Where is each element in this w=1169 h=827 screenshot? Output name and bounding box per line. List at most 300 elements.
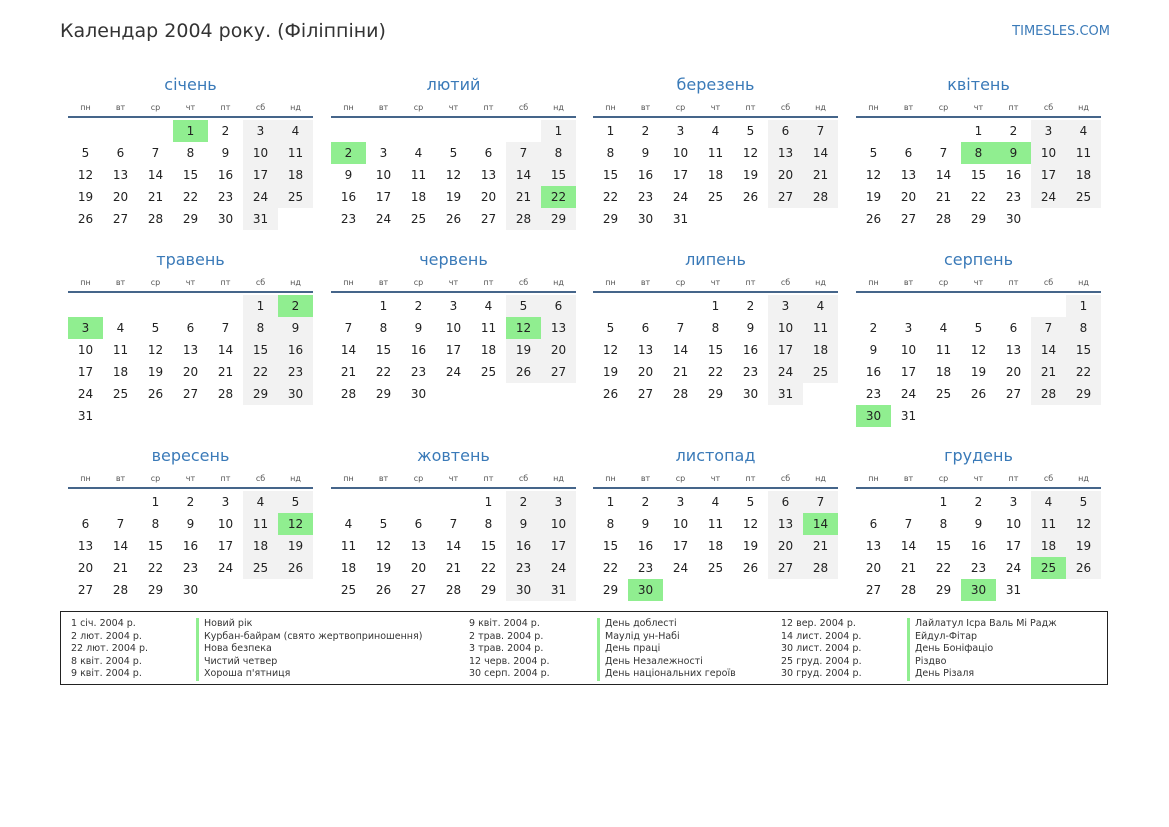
day-cell: 8 — [939, 517, 948, 531]
day-cell: 16 — [217, 168, 234, 182]
weekday-header — [593, 98, 838, 118]
day-cell: 5 — [869, 146, 878, 160]
day-cell: 18 — [480, 343, 497, 357]
day-cell: 5 — [974, 321, 983, 335]
day-cell: 18 — [803, 339, 838, 361]
day-cell: 16 — [340, 190, 357, 204]
weekday-label: ср — [150, 278, 161, 287]
day-cell: 3 — [379, 146, 388, 160]
day-cell: 13 — [77, 539, 94, 553]
day-cell: 23 — [410, 365, 427, 379]
month-9 — [68, 445, 313, 601]
day-cell: 3 — [904, 321, 913, 335]
day-cell: 10 — [1031, 142, 1066, 164]
weekday-label: вт — [115, 103, 126, 112]
day-cell: 23 — [1005, 190, 1022, 204]
day-cell: 24 — [1005, 561, 1022, 575]
weekday-label: чт — [185, 103, 196, 112]
weekday-label: пт — [1008, 474, 1019, 483]
day-cell: 15 — [375, 343, 392, 357]
day-cell: 9 — [746, 321, 755, 335]
month-7 — [593, 249, 838, 405]
legend-date: 3 трав. 2004 р. — [469, 643, 544, 654]
day-cell: 21 — [900, 561, 917, 575]
weekday-label: чт — [448, 103, 459, 112]
weekday-label: сб — [518, 474, 529, 483]
empty-cell — [401, 491, 436, 513]
day-cell: 29 — [375, 387, 392, 401]
month-2 — [331, 74, 576, 230]
day-cell: 13 — [637, 343, 654, 357]
day-cell: 12 — [602, 343, 619, 357]
weekday-label: пт — [1008, 278, 1019, 287]
weekday-label: пн — [80, 278, 91, 287]
weekday-label: чт — [973, 103, 984, 112]
day-cell: 5 — [449, 146, 458, 160]
holiday-day: 14 — [803, 513, 838, 535]
month-4 — [856, 74, 1101, 230]
day-cell: 25 — [480, 365, 497, 379]
weekday-label: сб — [1043, 474, 1054, 483]
day-cell: 8 — [606, 517, 615, 531]
weekday-label: пн — [343, 103, 354, 112]
day-grid — [856, 489, 1101, 601]
weekday-label: нд — [815, 103, 826, 112]
weekday-label: ср — [938, 103, 949, 112]
day-cell: 4 — [939, 321, 948, 335]
day-cell: 28 — [147, 212, 164, 226]
day-cell: 3 — [541, 491, 576, 513]
day-cell: 19 — [602, 365, 619, 379]
weekday-label: сб — [1043, 103, 1054, 112]
day-cell: 25 — [935, 387, 952, 401]
day-cell: 7 — [904, 517, 913, 531]
day-cell: 15 — [480, 539, 497, 553]
month-5 — [68, 249, 313, 427]
day-cell: 15 — [970, 168, 987, 182]
day-cell: 14 — [445, 539, 462, 553]
day-cell: 22 — [935, 561, 952, 575]
day-cell: 14 — [1031, 339, 1066, 361]
day-cell: 2 — [506, 491, 541, 513]
day-cell: 23 — [742, 365, 759, 379]
day-cell: 21 — [217, 365, 234, 379]
day-cell: 3 — [676, 124, 685, 138]
day-cell: 18 — [340, 561, 357, 575]
empty-cell — [138, 295, 173, 317]
empty-cell — [331, 491, 366, 513]
day-cell: 2 — [414, 299, 423, 313]
day-cell: 19 — [445, 190, 462, 204]
day-cell: 30 — [182, 583, 199, 597]
legend-holiday-name: День доблесті — [597, 618, 677, 631]
empty-cell — [663, 295, 698, 317]
day-cell: 31 — [768, 383, 803, 405]
legend-holiday-name: День праці — [597, 643, 660, 656]
weekday-label: сб — [255, 474, 266, 483]
day-cell: 4 — [344, 517, 353, 531]
day-cell: 18 — [935, 365, 952, 379]
day-cell: 10 — [1005, 517, 1022, 531]
day-cell: 24 — [445, 365, 462, 379]
day-cell: 24 — [217, 561, 234, 575]
day-cell: 19 — [970, 365, 987, 379]
day-cell: 10 — [217, 517, 234, 531]
day-cell: 27 — [900, 212, 917, 226]
holiday-day: 30 — [961, 579, 996, 601]
day-cell: 25 — [243, 557, 278, 579]
empty-cell — [331, 120, 366, 142]
weekday-label: пн — [343, 278, 354, 287]
day-cell: 21 — [112, 561, 129, 575]
day-cell: 31 — [243, 208, 278, 230]
empty-cell — [401, 120, 436, 142]
day-cell: 14 — [147, 168, 164, 182]
site-link[interactable]: TIMESLES.COM — [1012, 24, 1110, 39]
day-cell: 9 — [974, 517, 983, 531]
legend-holiday-name: Ейдул-Фітар — [907, 631, 977, 644]
day-cell: 26 — [1066, 557, 1101, 579]
day-grid — [68, 489, 313, 601]
day-cell: 28 — [506, 208, 541, 230]
day-cell: 18 — [243, 535, 278, 557]
day-cell: 13 — [541, 317, 576, 339]
day-cell: 2 — [746, 299, 755, 313]
empty-cell — [366, 491, 401, 513]
day-cell: 4 — [711, 124, 720, 138]
weekday-label: ср — [150, 474, 161, 483]
empty-cell — [436, 491, 471, 513]
day-cell: 10 — [672, 146, 689, 160]
month-name: січень — [164, 75, 217, 94]
day-cell: 26 — [445, 212, 462, 226]
day-cell: 1 — [974, 124, 983, 138]
weekday-label: вт — [640, 474, 651, 483]
day-cell: 11 — [112, 343, 129, 357]
day-cell: 25 — [707, 190, 724, 204]
day-cell: 8 — [541, 142, 576, 164]
holiday-day: 2 — [331, 142, 366, 164]
day-cell: 27 — [1005, 387, 1022, 401]
month-1 — [68, 74, 313, 230]
legend-date: 9 квіт. 2004 р. — [71, 668, 142, 679]
day-cell: 22 — [480, 561, 497, 575]
day-cell: 13 — [900, 168, 917, 182]
empty-cell — [471, 120, 506, 142]
holiday-day: 22 — [541, 186, 576, 208]
legend-date: 14 лист. 2004 р. — [781, 630, 862, 642]
day-cell: 19 — [742, 168, 759, 182]
legend-holiday-name: Різдво — [907, 656, 946, 669]
day-cell: 21 — [506, 186, 541, 208]
day-cell: 12 — [445, 168, 462, 182]
day-cell: 20 — [865, 561, 882, 575]
day-cell: 31 — [77, 409, 94, 423]
empty-cell — [891, 120, 926, 142]
weekday-label: вт — [115, 474, 126, 483]
legend-holiday-name: День Різаля — [907, 668, 974, 681]
day-cell: 13 — [768, 513, 803, 535]
month-name: квітень — [947, 75, 1010, 94]
day-cell: 24 — [672, 190, 689, 204]
day-cell: 27 — [77, 583, 94, 597]
day-cell: 17 — [243, 164, 278, 186]
day-cell: 1 — [606, 124, 615, 138]
day-cell: 16 — [410, 343, 427, 357]
day-cell: 22 — [602, 190, 619, 204]
day-cell: 1 — [379, 299, 388, 313]
empty-cell — [366, 120, 401, 142]
day-cell: 20 — [1005, 365, 1022, 379]
day-cell: 31 — [1005, 583, 1022, 597]
day-cell: 9 — [641, 146, 650, 160]
weekday-label: чт — [710, 474, 721, 483]
day-cell: 12 — [375, 539, 392, 553]
day-cell: 10 — [77, 343, 94, 357]
day-cell: 16 — [182, 539, 199, 553]
month-name: жовтень — [417, 446, 490, 465]
day-cell: 2 — [186, 495, 195, 509]
day-cell: 14 — [217, 343, 234, 357]
legend-date: 22 лют. 2004 р. — [71, 643, 148, 654]
day-cell: 26 — [602, 387, 619, 401]
month-name: листопад — [675, 446, 756, 465]
day-cell: 19 — [506, 339, 541, 361]
weekday-label: чт — [973, 278, 984, 287]
day-cell: 25 — [410, 212, 427, 226]
day-cell: 17 — [672, 168, 689, 182]
holiday-legend — [60, 611, 1108, 685]
day-cell: 30 — [1005, 212, 1022, 226]
day-cell: 3 — [1009, 495, 1018, 509]
day-cell: 15 — [182, 168, 199, 182]
day-cell: 26 — [77, 212, 94, 226]
day-cell: 13 — [768, 142, 803, 164]
day-cell: 2 — [974, 495, 983, 509]
empty-cell — [138, 120, 173, 142]
day-cell: 27 — [410, 583, 427, 597]
day-cell: 14 — [506, 164, 541, 186]
day-cell: 6 — [768, 120, 803, 142]
month-name: лютий — [426, 75, 481, 94]
weekday-label: пн — [80, 474, 91, 483]
weekday-label: ср — [413, 278, 424, 287]
day-cell: 27 — [637, 387, 654, 401]
day-cell: 23 — [970, 561, 987, 575]
empty-cell — [856, 120, 891, 142]
day-cell: 25 — [340, 583, 357, 597]
day-cell: 24 — [1031, 186, 1066, 208]
weekday-label: сб — [518, 278, 529, 287]
weekday-label: вт — [378, 474, 389, 483]
empty-cell — [891, 491, 926, 513]
day-cell: 28 — [112, 583, 129, 597]
weekday-label: пт — [745, 474, 756, 483]
weekday-label: пт — [745, 278, 756, 287]
day-cell: 19 — [278, 535, 313, 557]
day-cell: 7 — [1031, 317, 1066, 339]
day-cell: 7 — [676, 321, 685, 335]
day-cell: 7 — [151, 146, 160, 160]
day-cell: 11 — [1031, 513, 1066, 535]
legend-date: 9 квіт. 2004 р. — [469, 618, 540, 629]
day-cell: 14 — [900, 539, 917, 553]
legend-date: 2 трав. 2004 р. — [469, 630, 544, 642]
empty-cell — [68, 491, 103, 513]
day-cell: 19 — [77, 190, 94, 204]
weekday-label: пт — [220, 278, 231, 287]
weekday-label: ср — [413, 103, 424, 112]
day-cell: 9 — [221, 146, 230, 160]
legend-date: 12 черв. 2004 р. — [469, 655, 550, 667]
day-cell: 24 — [243, 186, 278, 208]
day-cell: 9 — [414, 321, 423, 335]
legend-holiday-name: День Незалежності — [597, 656, 703, 669]
day-cell: 25 — [278, 186, 313, 208]
weekday-label: пт — [483, 474, 494, 483]
weekday-header — [856, 273, 1101, 293]
day-cell: 16 — [865, 365, 882, 379]
day-cell: 29 — [480, 583, 497, 597]
weekday-label: сб — [780, 103, 791, 112]
day-cell: 9 — [186, 517, 195, 531]
weekday-label: нд — [553, 103, 564, 112]
day-cell: 8 — [243, 317, 278, 339]
day-cell: 22 — [147, 561, 164, 575]
weekday-label: чт — [448, 474, 459, 483]
day-cell: 3 — [243, 120, 278, 142]
day-cell: 2 — [869, 321, 878, 335]
day-cell: 28 — [672, 387, 689, 401]
day-cell: 7 — [939, 146, 948, 160]
weekday-label: пт — [745, 103, 756, 112]
legend-holiday-name: Чистий четвер — [196, 656, 277, 669]
day-cell: 19 — [147, 365, 164, 379]
day-cell: 7 — [221, 321, 230, 335]
month-10 — [331, 445, 576, 601]
day-cell: 14 — [112, 539, 129, 553]
day-cell: 20 — [768, 535, 803, 557]
day-grid — [331, 118, 576, 230]
weekday-header — [856, 98, 1101, 118]
day-cell: 21 — [1031, 361, 1066, 383]
day-cell: 26 — [865, 212, 882, 226]
weekday-label: сб — [780, 278, 791, 287]
day-cell: 4 — [414, 146, 423, 160]
day-cell: 20 — [541, 339, 576, 361]
weekday-header — [331, 469, 576, 489]
day-cell: 24 — [541, 557, 576, 579]
weekday-label: ср — [938, 278, 949, 287]
day-cell: 25 — [803, 361, 838, 383]
day-cell: 16 — [637, 539, 654, 553]
day-cell: 31 — [541, 579, 576, 601]
weekday-label: ср — [675, 278, 686, 287]
day-grid — [68, 293, 313, 427]
empty-cell — [68, 295, 103, 317]
month-name: березень — [676, 75, 755, 94]
day-cell: 23 — [865, 387, 882, 401]
weekday-label: нд — [1078, 103, 1089, 112]
holiday-day: 1 — [173, 120, 208, 142]
weekday-label: нд — [1078, 474, 1089, 483]
weekday-label: вт — [378, 278, 389, 287]
day-cell: 11 — [480, 321, 497, 335]
day-cell: 15 — [707, 343, 724, 357]
day-cell: 19 — [742, 539, 759, 553]
day-cell: 13 — [112, 168, 129, 182]
empty-cell — [856, 491, 891, 513]
day-cell: 14 — [340, 343, 357, 357]
weekday-label: пн — [605, 474, 616, 483]
day-cell: 9 — [641, 517, 650, 531]
weekday-label: вт — [903, 278, 914, 287]
day-cell: 25 — [707, 561, 724, 575]
weekday-header — [331, 273, 576, 293]
day-cell: 18 — [410, 190, 427, 204]
day-cell: 6 — [768, 491, 803, 513]
day-cell: 10 — [243, 142, 278, 164]
day-cell: 9 — [344, 168, 353, 182]
day-cell: 15 — [935, 539, 952, 553]
weekday-label: нд — [815, 278, 826, 287]
weekday-label: чт — [448, 278, 459, 287]
day-cell: 27 — [768, 557, 803, 579]
day-cell: 31 — [900, 409, 917, 423]
day-cell: 3 — [768, 295, 803, 317]
empty-cell — [436, 120, 471, 142]
day-cell: 14 — [803, 142, 838, 164]
day-cell: 21 — [803, 535, 838, 557]
day-cell: 15 — [541, 164, 576, 186]
weekday-label: чт — [973, 474, 984, 483]
legend-date: 1 січ. 2004 р. — [71, 618, 136, 629]
weekday-header — [68, 273, 313, 293]
weekday-label: нд — [290, 474, 301, 483]
legend-date: 2 лют. 2004 р. — [71, 630, 142, 642]
legend-holiday-name: Нова безпека — [196, 643, 272, 656]
empty-cell — [68, 120, 103, 142]
weekday-header — [593, 273, 838, 293]
day-cell: 29 — [182, 212, 199, 226]
day-cell: 28 — [445, 583, 462, 597]
weekday-label: вт — [115, 278, 126, 287]
month-name: червень — [419, 250, 488, 269]
day-cell: 28 — [900, 583, 917, 597]
day-cell: 16 — [637, 168, 654, 182]
day-cell: 18 — [707, 168, 724, 182]
day-cell: 7 — [506, 142, 541, 164]
day-cell: 24 — [375, 212, 392, 226]
empty-cell — [891, 295, 926, 317]
day-cell: 1 — [151, 495, 160, 509]
day-cell: 22 — [602, 561, 619, 575]
day-grid — [856, 293, 1101, 427]
day-cell: 24 — [900, 387, 917, 401]
day-cell: 15 — [602, 168, 619, 182]
day-cell: 20 — [77, 561, 94, 575]
legend-holiday-name: Новий рік — [196, 618, 252, 631]
weekday-label: пн — [343, 474, 354, 483]
day-cell: 8 — [186, 146, 195, 160]
day-cell: 6 — [1009, 321, 1018, 335]
day-cell: 23 — [278, 361, 313, 383]
day-cell: 13 — [1005, 343, 1022, 357]
day-cell: 15 — [1066, 339, 1101, 361]
day-grid — [68, 118, 313, 230]
day-cell: 9 — [278, 317, 313, 339]
day-cell: 17 — [1005, 539, 1022, 553]
